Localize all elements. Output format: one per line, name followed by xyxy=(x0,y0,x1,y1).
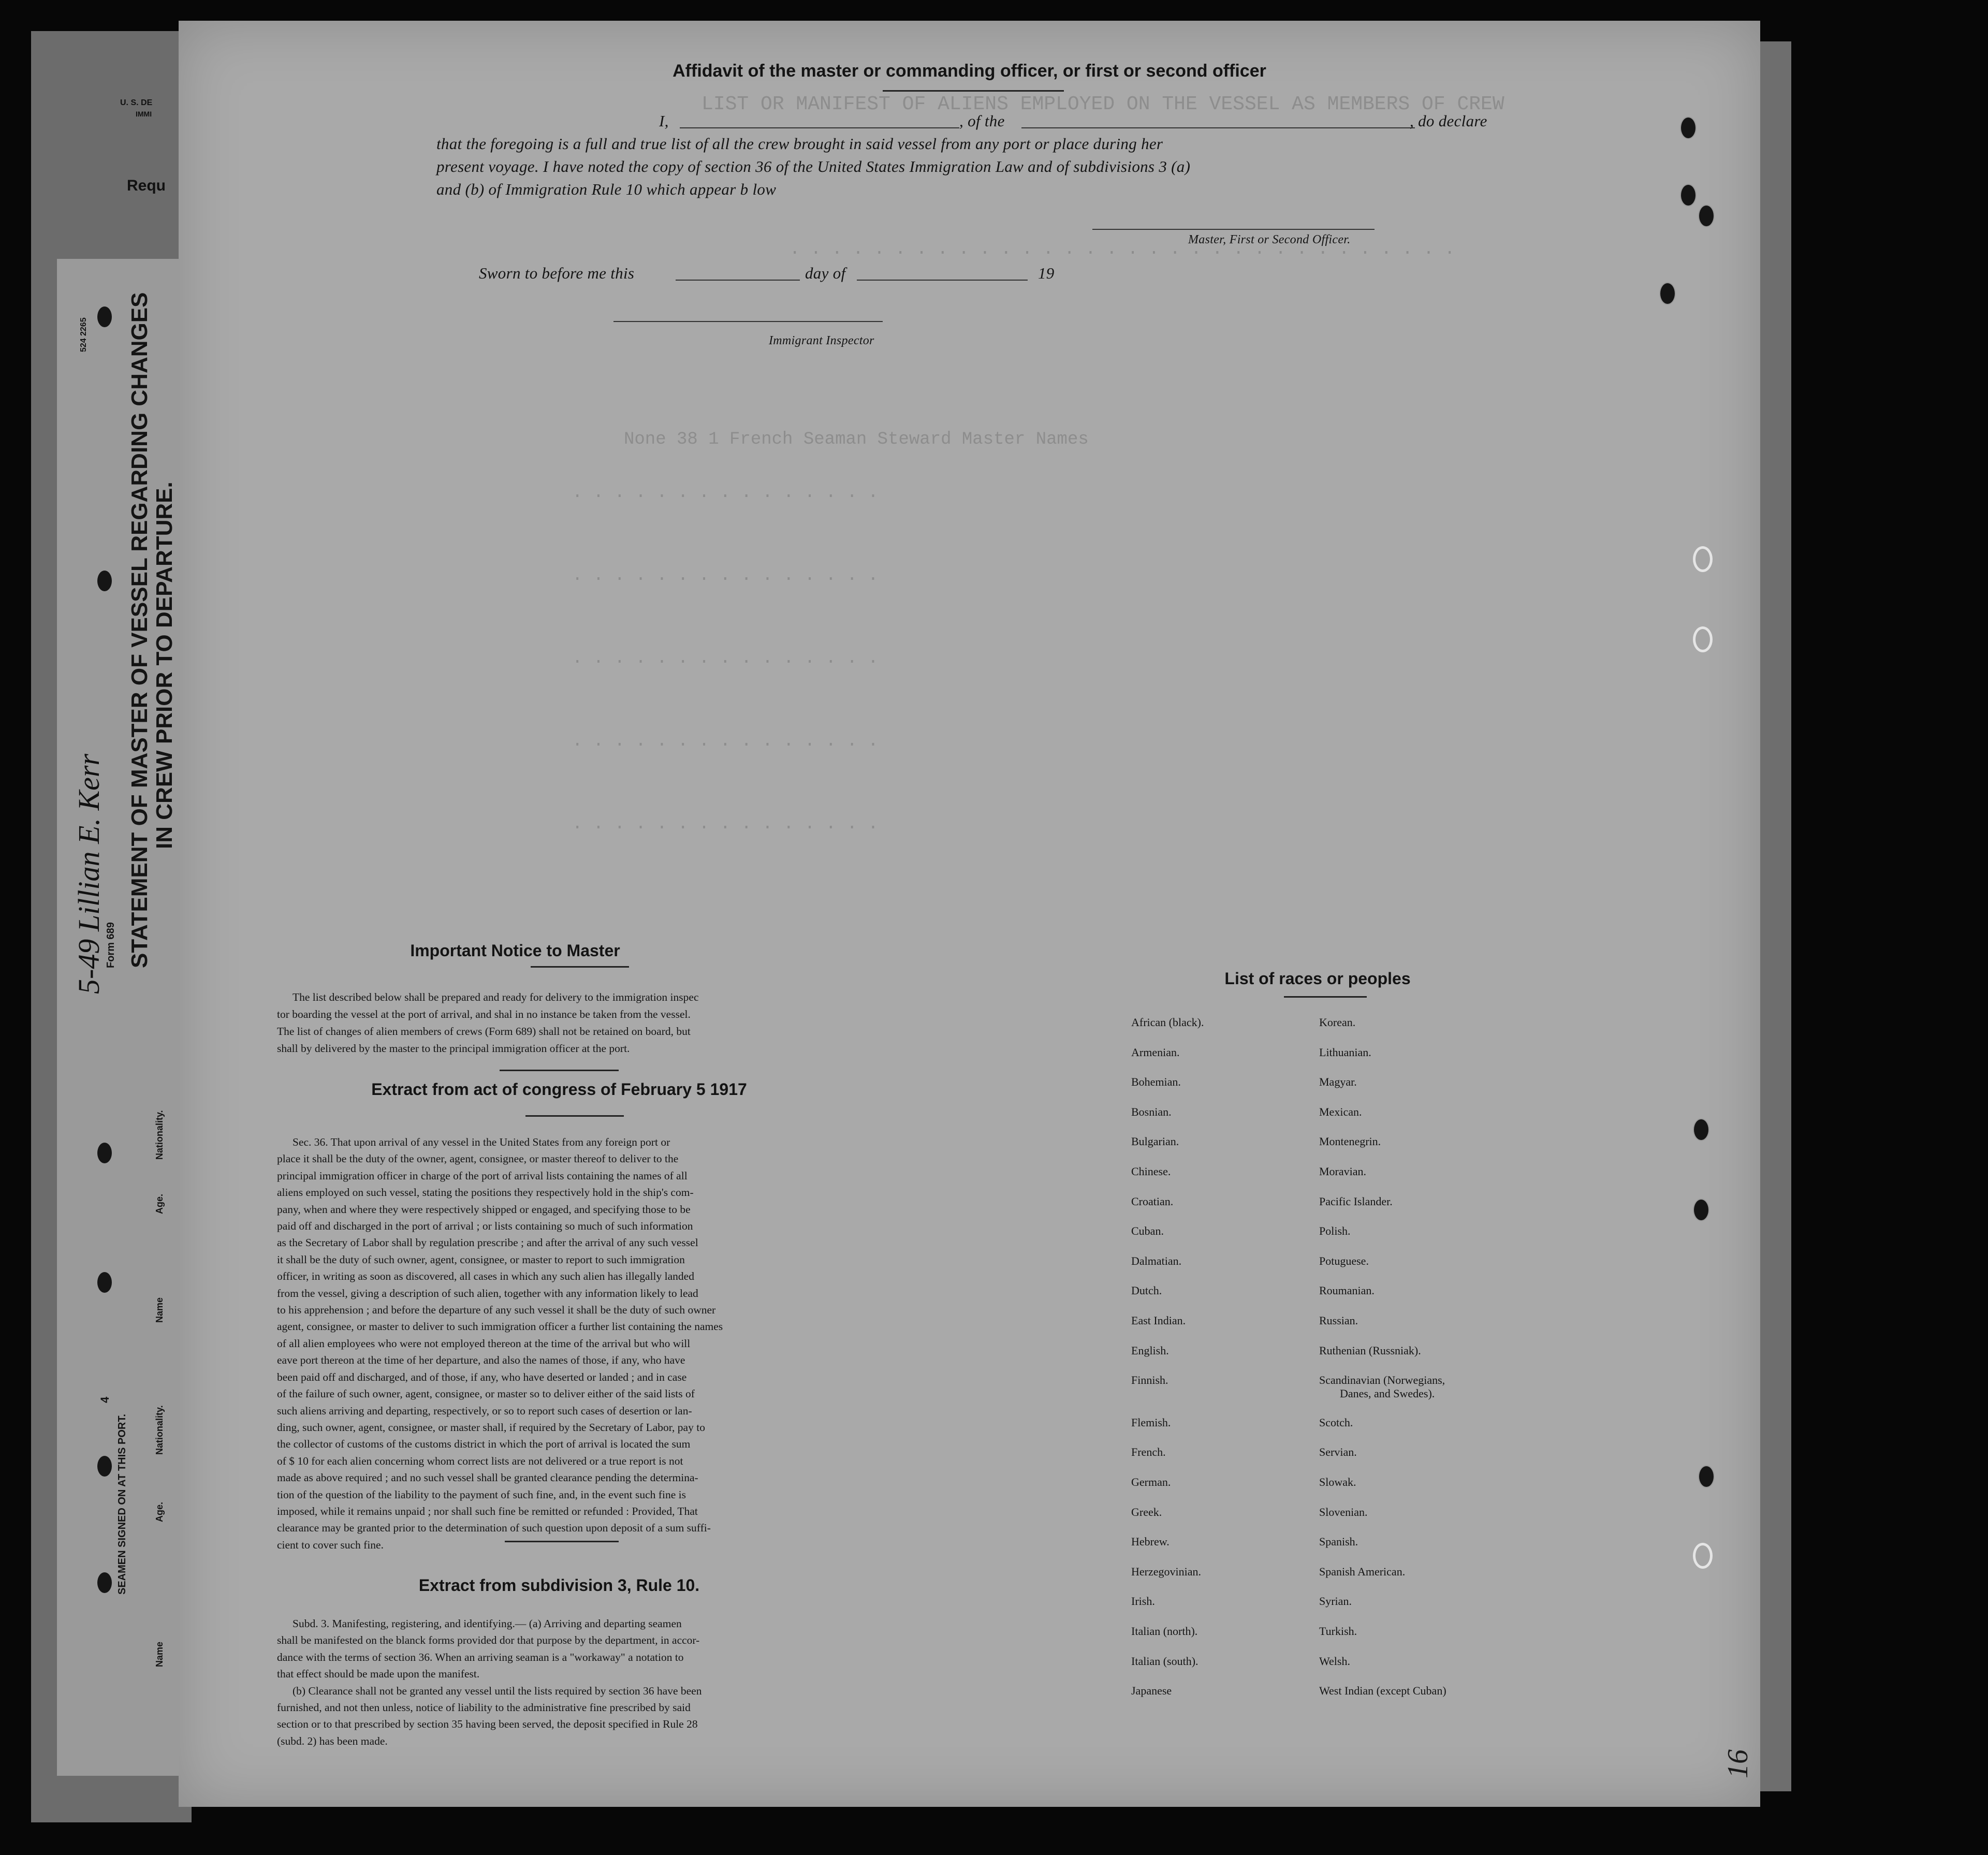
race-item: Dutch. xyxy=(1131,1284,1162,1297)
statement-title: STATEMENT OF MASTER OF VESSEL REGARDING CHANGES xyxy=(127,292,152,968)
race-item: Servian. xyxy=(1319,1445,1357,1459)
race-item: Flemish. xyxy=(1131,1415,1171,1429)
race-item: Montenegrin. xyxy=(1319,1135,1381,1148)
race-item: Italian (north). xyxy=(1131,1625,1198,1638)
master-signature-line xyxy=(1092,229,1375,230)
divider-rule xyxy=(500,1070,619,1071)
us-department-label: U. S. DE xyxy=(120,98,153,107)
sworn-month-blank xyxy=(857,280,1028,281)
race-item: Dalmatian. xyxy=(1131,1254,1182,1267)
race-item: Spanish American. xyxy=(1319,1565,1406,1578)
act-line: from the vessel, giving a description of such alien, together with any information likely to lead xyxy=(277,1287,698,1299)
col-age-header: Age. xyxy=(154,1193,165,1214)
race-item: Welsh. xyxy=(1319,1654,1350,1668)
seamen-heading: SEAMEN SIGNED ON AT THIS PORT. xyxy=(116,1414,128,1595)
col-nationality-header-2: Nationality. xyxy=(154,1405,165,1455)
race-item: Scotch. xyxy=(1319,1415,1353,1429)
races-underline xyxy=(1284,996,1367,998)
punch-hole xyxy=(1680,116,1697,139)
handwritten-signature: 5-49 Lillian E. Kerr xyxy=(72,753,106,994)
rule-line: (b) Clearance shall not be granted any vessel until the lists required by section 36 have been xyxy=(293,1684,702,1697)
act-line: made as above required ; and no such vessel shall be granted clearance pending the determina- xyxy=(277,1471,698,1484)
punch-hole xyxy=(96,1455,113,1478)
race-item: Italian (south). xyxy=(1131,1654,1198,1668)
race-item: Scandinavian (Norwegians, xyxy=(1319,1374,1445,1387)
act-line: ding, such owner, agent, consignee, or master shall, if required by the Secretary of Labor, pay to xyxy=(277,1421,705,1434)
race-item: English. xyxy=(1131,1343,1169,1357)
race-item: Cuban. xyxy=(1131,1224,1164,1238)
bleed-through: None 38 1 French Seaman Steward Master Names xyxy=(624,430,1089,449)
rule-line: that effect should be made upon the manifest. xyxy=(277,1668,480,1681)
race-item: Greek. xyxy=(1131,1505,1162,1518)
race-item: French. xyxy=(1131,1445,1166,1459)
act-line: of the failure of such owner, agent, consignee, or master so to deliver either of the said lists of xyxy=(277,1387,695,1400)
col-age-header-2: Age. xyxy=(154,1501,165,1522)
col-name-header: Name xyxy=(154,1297,165,1323)
act-line: eave port thereon at the time of her departure, and also the names of those, if any, who have xyxy=(277,1354,685,1367)
rule-line: Subd. 3. Manifesting, registering, and identifying.— (a) Arriving and departing seamen xyxy=(293,1617,682,1630)
race-item: Slovenian. xyxy=(1319,1505,1368,1518)
statement-title-line2: IN CREW PRIOR TO DEPARTURE. xyxy=(152,481,177,849)
col-name-header-2: Name xyxy=(154,1641,165,1667)
rule-line: shall be manifested on the blanck forms provided dor that purpose by the department, in accor- xyxy=(277,1634,700,1647)
rule-line: furnished, and not then unless, notice of liability to the administrative fine prescribed by said xyxy=(277,1701,691,1714)
inspector-signature-line xyxy=(613,321,883,322)
bleed-through: · · · · · · · · · · · · · · · xyxy=(572,735,879,755)
bleed-through: · · · · · · · · · · · · · · · · · · · · · · · · · · · · · · · · xyxy=(790,243,1455,263)
punch-hole xyxy=(96,1142,113,1164)
extract-rule-body xyxy=(277,1615,846,1749)
race-item: Korean. xyxy=(1319,1016,1356,1029)
race-item: Irish. xyxy=(1131,1595,1155,1608)
act-line: the collector of customs of the customs district in which the port of arrival is located the sum xyxy=(277,1438,691,1451)
sworn-year: 19 xyxy=(1038,264,1055,282)
race-item: Japanese xyxy=(1131,1684,1172,1698)
race-item: Ruthenian (Russniak). xyxy=(1319,1343,1421,1357)
notice-line: tor boarding the vessel at the port of arrival, and shal in no instance be taken from the vessel. xyxy=(277,1008,691,1020)
punch-hole xyxy=(1698,205,1715,227)
affidavit-line-3: present voyage. I have noted the copy of section 36 of the United States Immigration Law and of subdivisions 3 (a) xyxy=(436,157,1191,176)
race-item: Potuguese. xyxy=(1319,1254,1369,1267)
race-item: Chinese. xyxy=(1131,1165,1171,1178)
act-line: tion of the question of the liability to the payment of such fine, and, in the event such fine is xyxy=(277,1488,686,1501)
race-item: Spanish. xyxy=(1319,1535,1358,1549)
affidavit-page xyxy=(179,21,1760,1807)
act-line: of all alien employees who were not employed thereon at the time of the arrival but who will xyxy=(277,1337,691,1350)
race-item: African (black). xyxy=(1131,1016,1204,1029)
race-item: Hebrew. xyxy=(1131,1535,1170,1549)
punch-hole xyxy=(96,1571,113,1594)
race-item: Moravian. xyxy=(1319,1165,1367,1178)
act-line: agent, consignee, or master to deliver to such immigration officer a further list containing the names xyxy=(277,1320,723,1333)
act-line: to his apprehension ; and before the departure of any such vessel it shall be the duty of such owner xyxy=(277,1304,716,1317)
act-line: paid off and discharged in the port of arrival ; or lists containing so much of such information xyxy=(277,1220,693,1233)
act-line: aliens employed on such vessel, stating the positions they respectively hold in the ship's com- xyxy=(277,1186,694,1199)
punch-hole xyxy=(1693,1118,1709,1141)
act-line: officer, in writing as soon as discovered, all cases in which any such alien has illegally landed xyxy=(277,1270,694,1283)
notice-line: The list described below shall be prepared and ready for delivery to the immigration inspec xyxy=(293,991,699,1003)
race-item: Bohemian. xyxy=(1131,1075,1181,1089)
requ-label: Requ xyxy=(127,177,166,194)
divider-rule xyxy=(505,1541,619,1542)
act-line: of $ 10 for each alien concerning whom correct lists are not delivered or a true report is not xyxy=(277,1454,683,1467)
act-line: imposed, while it remains unpaid ; nor shall such fine be remitted or refunded : Provided, That xyxy=(277,1505,698,1517)
bleed-through: · · · · · · · · · · · · · · · xyxy=(572,487,879,506)
punch-hole xyxy=(96,569,113,592)
affidavit-line-4: and (b) of Immigration Rule 10 which appear b low xyxy=(436,180,777,198)
race-item: West Indian (except Cuban) xyxy=(1319,1684,1446,1698)
punch-hole xyxy=(1698,1465,1715,1488)
act-line: such aliens arriving and departing, respectively, or so to report such cases of desertion or lan- xyxy=(277,1404,692,1417)
notice-underline xyxy=(531,966,629,968)
race-item: Polish. xyxy=(1319,1224,1351,1238)
race-item: Slowak. xyxy=(1319,1476,1356,1488)
punch-hole xyxy=(1680,184,1697,207)
form-number: Form 689 xyxy=(105,922,116,968)
race-item: Bosnian. xyxy=(1131,1105,1172,1118)
punch-hole xyxy=(1693,1543,1713,1569)
punch-hole xyxy=(96,305,113,328)
page-number-left: 4 xyxy=(98,1396,111,1403)
sworn-day-of: day of xyxy=(805,264,846,282)
bleed-through-heading: LIST OR MANIFEST OF ALIENS EMPLOYED ON THE VESSEL AS MEMBERS OF CREW xyxy=(701,93,1504,115)
master-signature-label: Master, First or Second Officer. xyxy=(1188,233,1351,246)
race-item: Herzegovinian. xyxy=(1131,1565,1201,1578)
punch-hole xyxy=(1693,626,1713,652)
race-item: Roumanian. xyxy=(1319,1284,1375,1297)
race-item: Lithuanian. xyxy=(1319,1045,1371,1059)
race-item: Magyar. xyxy=(1319,1075,1357,1089)
small-code: 524 2265 xyxy=(79,317,88,352)
race-item: Syrian. xyxy=(1319,1595,1352,1608)
act-line: Sec. 36. That upon arrival of any vessel in the United States from any foreign port or xyxy=(293,1136,670,1148)
bleed-through: · · · · · · · · · · · · · · · xyxy=(572,818,879,838)
punch-hole xyxy=(1693,546,1713,572)
rule-line: dance with the terms of section 36. When an arriving seaman is a "workaway" a notation to xyxy=(277,1650,684,1663)
act-line: cient to cover such fine. xyxy=(277,1538,384,1551)
page-mark: 16 xyxy=(1722,1749,1754,1778)
inspector-label: Immigrant Inspector xyxy=(769,334,874,347)
act-line: pany, when and where they were respectively shipped or engaged, and specifying those to be xyxy=(277,1203,691,1216)
race-item: East Indian. xyxy=(1131,1314,1186,1327)
race-item: Mexican. xyxy=(1319,1105,1362,1118)
affidavit-i: I, xyxy=(659,112,669,130)
affidavit-line-2: that the foregoing is a full and true list of all the crew brought in said vessel from any port or place during her xyxy=(436,135,1163,153)
col-nationality-header: Nationality. xyxy=(154,1110,165,1160)
notice-line: The list of changes of alien members of crews (Form 689) shall not be retained on board, but xyxy=(277,1025,691,1038)
act-line: been paid off and discharged, and of those, if any, who have deserted or landed ; and in case xyxy=(277,1370,687,1383)
title-underline xyxy=(883,90,1064,92)
bleed-through: · · · · · · · · · · · · · · · xyxy=(572,569,879,589)
notice-paragraph xyxy=(277,989,846,1057)
races-title: List of races or peoples xyxy=(1224,969,1411,988)
act-line: it shall be the duty of such owner, agent, consignee, or master to report to such immigration xyxy=(277,1253,685,1266)
race-item-continuation: Danes, and Swedes). xyxy=(1340,1387,1435,1400)
race-item: Turkish. xyxy=(1319,1625,1357,1638)
sworn-day-blank xyxy=(676,280,800,281)
affidavit-title: Affidavit of the master or commanding officer, or first or second officer xyxy=(673,61,1266,81)
extract-act-title: Extract from act of congress of February 5 1917 xyxy=(371,1080,747,1099)
affidavit-declare: , do declare xyxy=(1410,112,1487,130)
act-line: as the Secretary of Labor shall by regulation prescribe ; and after the arrival of any such vessel xyxy=(277,1236,698,1249)
race-item: Russian. xyxy=(1319,1314,1358,1327)
act-line: principal immigration officer in charge of the port of arrival lists containing the names of all xyxy=(277,1169,688,1182)
rule-line: section or to that prescribed by section 35 having been served, the deposit specified in Rule 28 xyxy=(277,1718,698,1731)
punch-hole xyxy=(1693,1199,1709,1221)
rule-line: (subd. 2) has been made. xyxy=(277,1734,388,1747)
race-item: Finnish. xyxy=(1131,1374,1168,1387)
punch-hole xyxy=(96,1271,113,1294)
sworn-prefix: Sworn to before me this xyxy=(479,264,635,282)
affidavit-of-the: , of the xyxy=(959,112,1005,130)
punch-hole xyxy=(1659,282,1676,305)
act-line: place it shall be the duty of the owner, agent, consignee, or master thereof to deliver to the xyxy=(277,1152,679,1165)
notice-title: Important Notice to Master xyxy=(410,941,620,960)
extract-act-body xyxy=(277,1134,846,1553)
extract-act-underline xyxy=(525,1115,624,1117)
race-item: Armenian. xyxy=(1131,1045,1180,1059)
notice-line: shall by delivered by the master to the principal immigration officer at the port. xyxy=(277,1042,630,1055)
bleed-through: · · · · · · · · · · · · · · · xyxy=(572,652,879,672)
race-item: Croatian. xyxy=(1131,1194,1174,1208)
immigration-label: IMMI xyxy=(136,110,152,118)
vessel-blank xyxy=(1021,127,1415,128)
race-item: Bulgarian. xyxy=(1131,1135,1179,1148)
name-blank xyxy=(680,127,959,128)
race-item: German. xyxy=(1131,1476,1171,1488)
extract-rule-title: Extract from subdivision 3, Rule 10. xyxy=(418,1576,700,1595)
act-line: clearance may be granted prior to the determination of such question upon deposit of a sum suffi- xyxy=(277,1522,711,1535)
race-item: Pacific Islander. xyxy=(1319,1194,1393,1208)
